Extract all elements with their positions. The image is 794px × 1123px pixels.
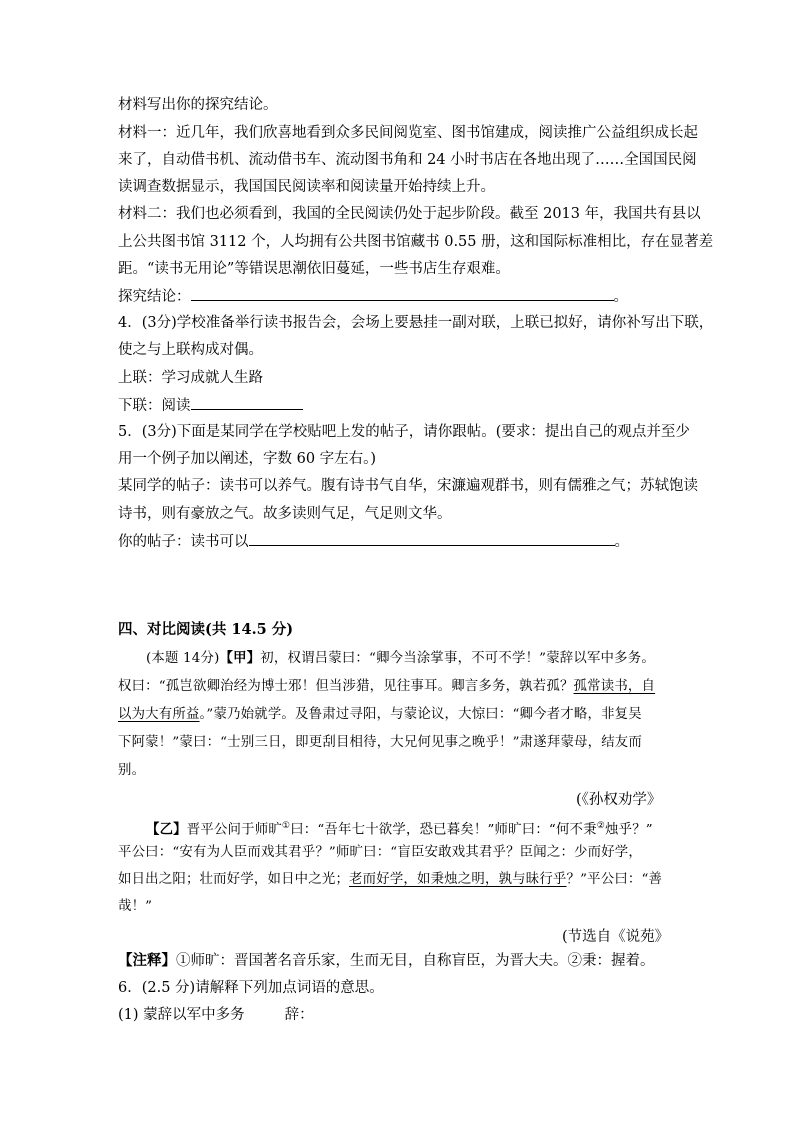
conclusion-row bbox=[118, 286, 628, 307]
passage-jia-line2 bbox=[118, 677, 655, 697]
passage-yi-tag: 【乙】 bbox=[146, 821, 187, 838]
passage-yi-line4: 哉！” bbox=[118, 899, 153, 914]
passage-jia-line3 bbox=[118, 705, 642, 725]
passage-yi-source: (节选自《说苑》 bbox=[562, 929, 670, 945]
passage-yi-line2: 平公曰：“安有为人臣而戏其君乎？”师旷曰：“盲臣安敢戏其君乎？臣闻之：少而好学， bbox=[118, 845, 642, 860]
passage-jia-source: (《孙权劝学》 bbox=[576, 792, 662, 808]
passage-jia-line4: 下阿蒙！”蒙曰：“士别三日，即更刮目相待，大兄何见事之晚乎！”肃遂拜蒙母，结友而 bbox=[118, 735, 642, 750]
question5-line2: 用一个例子加以阐述，字数 60 字左右。) bbox=[118, 451, 377, 467]
conclusion-label: 探究结论： bbox=[118, 289, 191, 305]
conclusion-answer-blank[interactable] bbox=[191, 286, 614, 301]
passage-jia-text: 初，权谓吕蒙曰：“卿今当涂掌事，不可不学！”蒙辞以军中多务。 bbox=[260, 651, 655, 666]
passage-jia-text: 。”蒙乃始就学。及鲁肃过寻阳，与蒙论议，大惊曰：“卿今者才略，非复吴 bbox=[199, 707, 642, 722]
question6-item1-sentence: (1) 蒙辞以军中多务 bbox=[118, 1007, 245, 1023]
note-marker-1: ① bbox=[281, 821, 291, 831]
note-marker-2: ② bbox=[596, 821, 606, 831]
conclusion-period: 。 bbox=[613, 289, 628, 305]
underlined-sentence: 老而好学，如秉烛之明，孰与昧行乎 bbox=[349, 872, 567, 887]
passage-jia-tag: 【甲】 bbox=[219, 650, 261, 666]
lower-couplet-row bbox=[118, 395, 303, 416]
your-post-answer-blank[interactable] bbox=[249, 531, 615, 546]
classmate-post-line1: 某同学的帖子：读书可以养气。腹有诗书气自华，宋濂遍观群书，则有儒雅之气；苏轼饱读 bbox=[118, 478, 698, 494]
annotation-text: ①师旷：晋国著名音乐家，生而无目，自称盲臣，为晋大夫。②秉：握着。 bbox=[176, 953, 655, 969]
material2-line3: 距。“读书无用论”等错误思潮依旧蔓延，一些书店生存艰难。 bbox=[118, 261, 510, 277]
section3-intro: 材料写出你的探究结论。 bbox=[118, 97, 278, 113]
passage-yi-line3 bbox=[118, 870, 662, 890]
passage-yi-text: ？”平公曰：“善 bbox=[566, 872, 663, 887]
underlined-sentence: 孤常读书，自 bbox=[573, 679, 656, 694]
material1-line1: 材料一：近几年，我们欣喜地看到众多民间阅览室、图书馆建成，阅读推广公益组织成长起 bbox=[118, 125, 698, 141]
classmate-post-line2: 诗书，则有豪放之气。故多读则气足，气足则文华。 bbox=[118, 506, 452, 522]
passage-yi-text: 曰：“吾年七十欲学，恐已暮矣！”师旷曰：“何不秉 bbox=[290, 822, 597, 838]
question4-line2: 使之与上联构成对偶。 bbox=[118, 342, 263, 358]
question6-item1 bbox=[118, 1005, 314, 1025]
passage-yi-line1 bbox=[146, 816, 653, 840]
lower-couplet-label: 下联：阅读 bbox=[118, 398, 191, 414]
material2-line1: 材料二：我们也必须看到，我国的全民阅读仍处于起步阶段。截至 2013 年，我国共有县以 bbox=[118, 206, 701, 222]
underlined-sentence: 以为大有所益 bbox=[118, 707, 200, 722]
upper-couplet: 上联：学习成就人生路 bbox=[118, 370, 263, 386]
passage-yi-text: 晋平公问于师旷 bbox=[186, 822, 282, 838]
question4-line1: 4．(3分)学校准备举行读书报告会，会场上要悬挂一副对联，上联已拟好，请你补写出下联， bbox=[118, 315, 714, 331]
your-post-period: 。 bbox=[614, 534, 629, 550]
question6: 6．(2.5 分)请解释下列加点词语的意思。 bbox=[118, 980, 384, 996]
passage-jia-text: 权曰：“孤岂欲卿治经为博士邪！但当涉猎，见往事耳。卿言多务，孰若孤？ bbox=[118, 679, 574, 694]
material1-line2: 来了，自动借书机、流动借书车、流动图书角和 24 小时书店在各地出现了……全国国民阅 bbox=[118, 152, 697, 168]
annotation-tag: 【注释】 bbox=[118, 952, 176, 969]
material2-line2: 上公共图书馆 3112 个，人均拥有公共图书馆藏书 0.55 册，这和国际标准相比，存在显著差 bbox=[118, 234, 714, 250]
section4-title: 四、对比阅读(共 14.5 分) bbox=[118, 621, 294, 638]
passage-jia-line1 bbox=[146, 648, 655, 669]
lower-couplet-answer-blank[interactable] bbox=[191, 395, 303, 410]
material1-line3: 读调查数据显示，我国国民阅读率和阅读量开始持续上升。 bbox=[118, 179, 495, 195]
question-points: (本题 14分) bbox=[146, 651, 220, 666]
question5-line1: 5．(3分)下面是某同学在学校贴吧上发的帖子，请你跟帖。(要求：提出自己的观点并至少 bbox=[118, 424, 690, 440]
your-post-row bbox=[118, 531, 629, 552]
passage-yi-text: 烛乎？” bbox=[605, 822, 653, 838]
passage-jia-line5: 别。 bbox=[118, 763, 146, 778]
annotation-row bbox=[118, 951, 655, 971]
your-post-label: 你的帖子：读书可以 bbox=[118, 534, 249, 550]
question6-item1-word: 辞： bbox=[284, 1007, 314, 1023]
passage-yi-text: 如日出之阳；壮而好学，如日中之光； bbox=[118, 872, 350, 887]
